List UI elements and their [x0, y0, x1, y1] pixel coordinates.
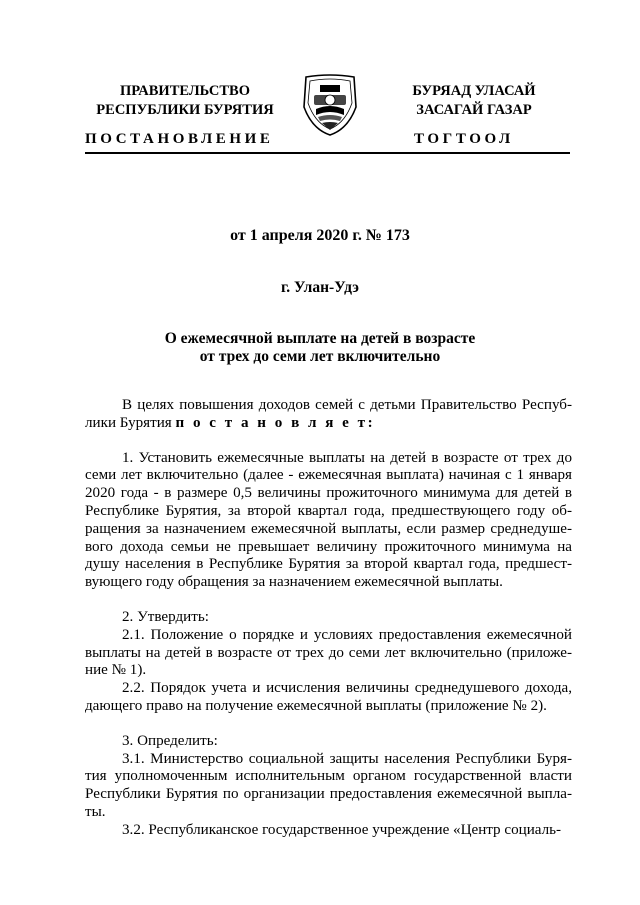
issuer-russian-line1: ПРАВИТЕЛЬСТВО [120, 83, 250, 99]
issuer-russian [60, 82, 310, 120]
paragraph-2-1: 2.1. Положение о порядке и условиях предоставления ежемесячной выплаты на детей в возрасте от трех до семи лет включительно (приложе-ние № 1). [85, 626, 572, 679]
paragraph-3-2: 3.2. Республиканское государственное учреждение «Центр социаль- [122, 821, 562, 838]
issuer-buryat-line2: ЗАСАГАЙ ГАЗАР [416, 102, 532, 118]
preamble-text: В целях повышения доходов семей с детьми Правительство Респуб-лики Бурятия [85, 397, 572, 431]
document-city: г. Улан-Удэ [280, 279, 359, 296]
document-body [85, 397, 572, 840]
document-title [0, 330, 640, 366]
header-divider [85, 152, 570, 154]
paragraph-2: 2. Утвердить: [122, 608, 209, 625]
resolves-word: п о с т а н о в л я е т: [175, 414, 376, 431]
coat-of-arms-emblem [300, 73, 360, 137]
paragraph-3: 3. Определить: [122, 732, 218, 749]
title-line1: О ежемесячной выплате на детей в возрасте [164, 330, 476, 347]
preamble-paragraph [85, 397, 572, 433]
document-kind-buryat: ТОГТООЛ [414, 131, 514, 147]
issuer-buryat [374, 82, 574, 120]
paragraph-1: 1. Установить ежемесячные выплаты на детей в возрасте от трех до семи лет включительно (далее - ежемесячная выплата) начиная с 1 января 2020 года - в размере 0,5 величины прожиточного минимума для детей в Республике Бурятия, за второй квартал года, предшествующего году об-ращения за назначением ежемесячной выплаты, если размер среднедуше-вого дохода семьи не превышает величину прожиточного минимума на душу населения в Республике Бурятия за второй квартал года, предшест-вующего году обращения за назначением ежемесячной выплаты. [85, 449, 572, 591]
issuer-buryat-line1: БУРЯАД УЛАСАЙ [412, 83, 536, 99]
issuer-russian-line2: РЕСПУБЛИКИ БУРЯТИЯ [96, 102, 274, 118]
document-date-number: от 1 апреля 2020 г. № 173 [230, 227, 410, 244]
paragraph-3-1: 3.1. Министерство социальной защиты населения Республики Буря-тия уполномоченным исполнительным органом государственной власти Республики Бурятия по организации предоставления ежемесячной выпла-ты. [85, 750, 572, 820]
paragraph-2-2: 2.2. Порядок учета и исчисления величины среднедушевого дохода, дающего право на получение ежемесячной выплаты (приложение № 2). [85, 680, 572, 714]
document-kind-russian: ПОСТАНОВЛЕНИЕ [85, 131, 274, 147]
title-line2: от трех до семи лет включительно [199, 348, 441, 365]
